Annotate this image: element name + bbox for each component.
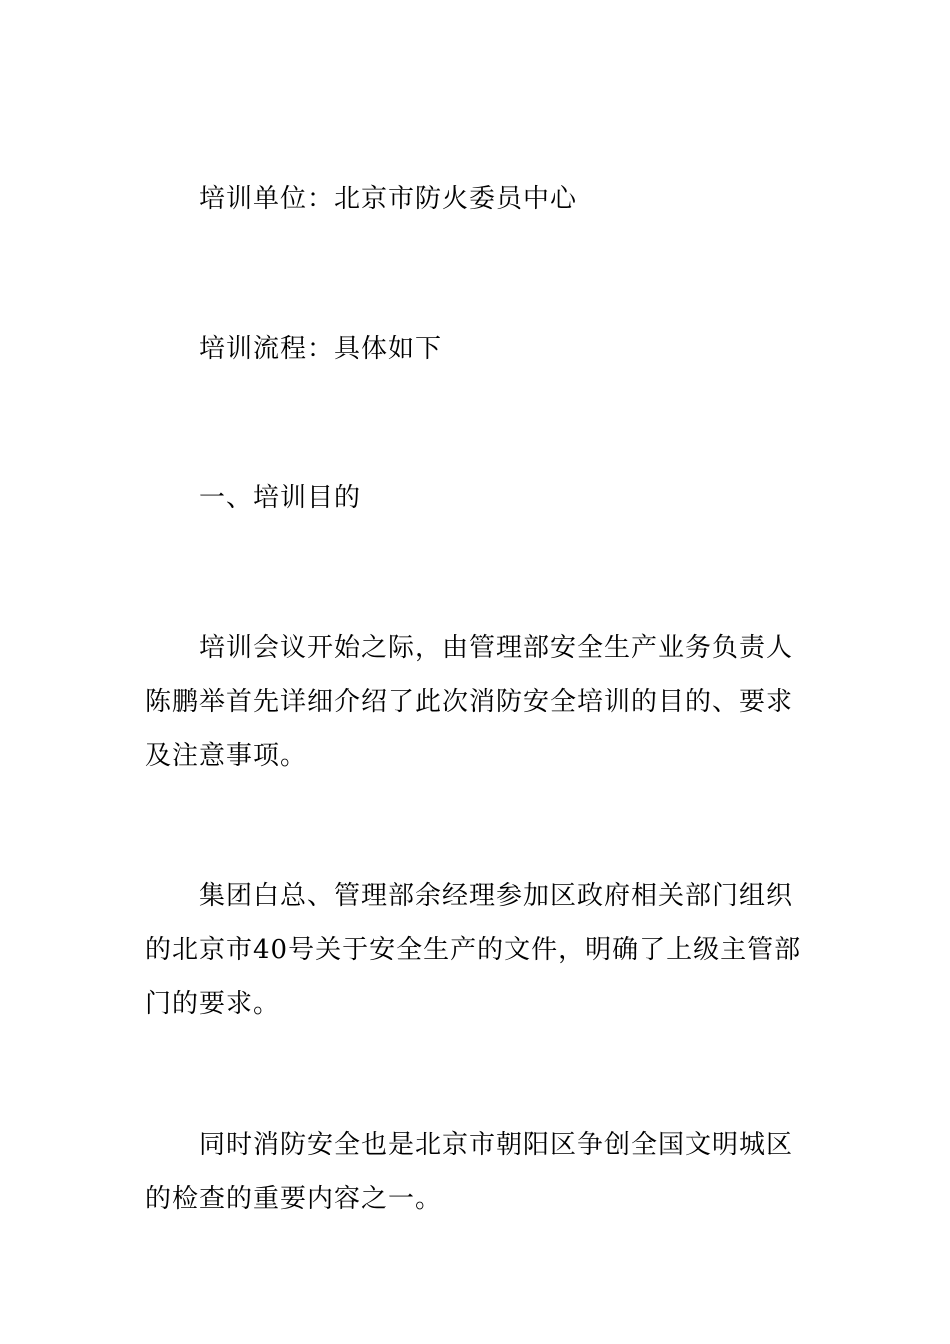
training-process-line: 培训流程：具体如下 xyxy=(199,334,443,364)
body-paragraph-requirements: 集团白总、管理部余经理参加区政府相关部门组织的北京市40号关于安全生产的文件，明确了上级主管部门的要求。 xyxy=(145,881,802,1019)
body-paragraph-intro: 培训会议开始之际，由管理部安全生产业务负责人陈鹏举首先详细介绍了此次消防安全培训的目的、要求及注意事项。 xyxy=(145,633,794,771)
training-unit-line: 培训单位：北京市防火委员中心 xyxy=(199,184,578,214)
body-paragraph-inspection: 同时消防安全也是北京市朝阳区争创全国文明城区的检查的重要内容之一。 xyxy=(145,1130,794,1214)
section-heading-purpose: 一、培训目的 xyxy=(199,483,362,513)
